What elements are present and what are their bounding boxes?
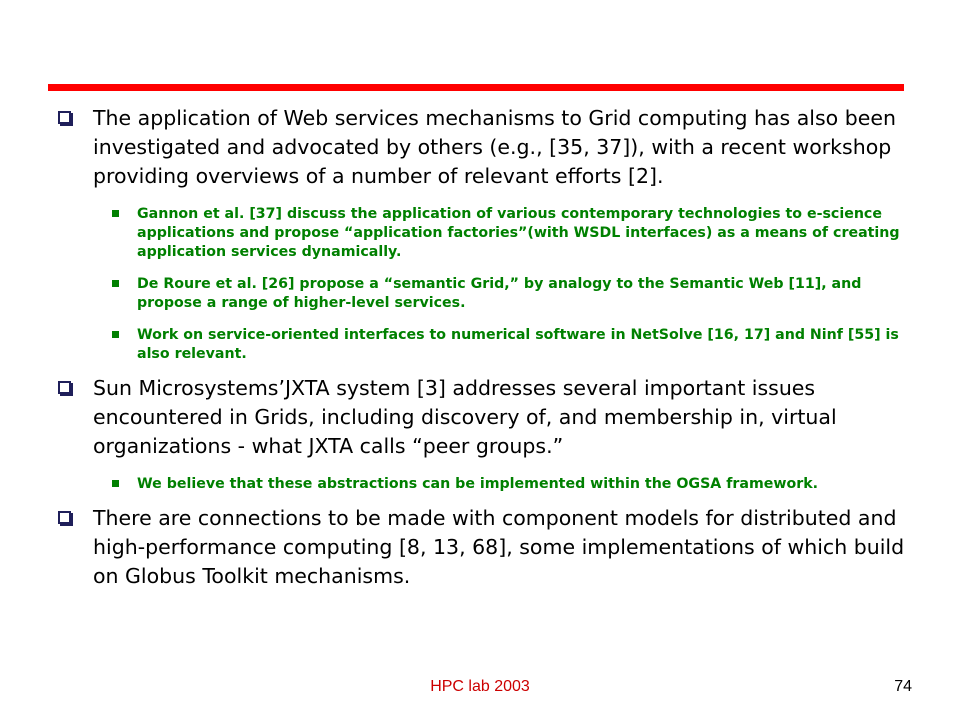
checkbox-bullet-icon xyxy=(58,511,71,524)
square-bullet-icon xyxy=(112,331,119,338)
square-bullet-icon xyxy=(112,480,119,487)
sub-bullet-text: Gannon et al. [37] discuss the application of various contemporary technologies to e-science applications and propose “application factories”(with WSDL interfaces) as a means of creating application services dynamically. xyxy=(137,206,900,260)
sub-bullet-text: De Roure et al. [26] propose a “semantic Grid,” by analogy to the Semantic Web [11], and propose a range of higher-level services. xyxy=(137,276,862,311)
top-red-rule xyxy=(48,84,904,91)
bullet-text: Sun Microsystems’JXTA system [3] addresses several important issues encountered in Grids, including discovery of, and membership in, virtual organizations - what JXTA calls “peer groups.” xyxy=(93,376,837,458)
square-bullet-icon xyxy=(112,280,119,287)
bullet-text: There are connections to be made with component models for distributed and high-performance computing [8, 13, 68], some implementations of which build on Globus Toolkit mechanisms. xyxy=(93,506,905,588)
slide-body xyxy=(48,104,908,605)
bullet-text: The application of Web services mechanisms to Grid computing has also been investigated and advocated by others (e.g., [35, 37]), with a recent workshop providing overviews of a number of relevant efforts [2]. xyxy=(93,106,896,188)
bullet-item xyxy=(48,374,908,461)
sub-bullet-item xyxy=(48,326,908,364)
footer-lab-label: HPC lab 2003 xyxy=(430,678,530,695)
checkbox-bullet-icon xyxy=(58,111,71,124)
sub-bullet-item xyxy=(48,275,908,313)
sub-bullet-item xyxy=(48,475,908,494)
sub-bullet-item xyxy=(48,205,908,262)
square-bullet-icon xyxy=(112,210,119,217)
bullet-item xyxy=(48,504,908,591)
sub-bullet-text: We believe that these abstractions can be implemented within the OGSA framework. xyxy=(137,476,819,492)
bullet-item xyxy=(48,104,908,191)
sub-bullet-text: Work on service-oriented interfaces to numerical software in NetSolve [16, 17] and Ninf [55] is also relevant. xyxy=(137,327,899,362)
page-number: 74 xyxy=(894,678,912,695)
checkbox-bullet-icon xyxy=(58,381,71,394)
